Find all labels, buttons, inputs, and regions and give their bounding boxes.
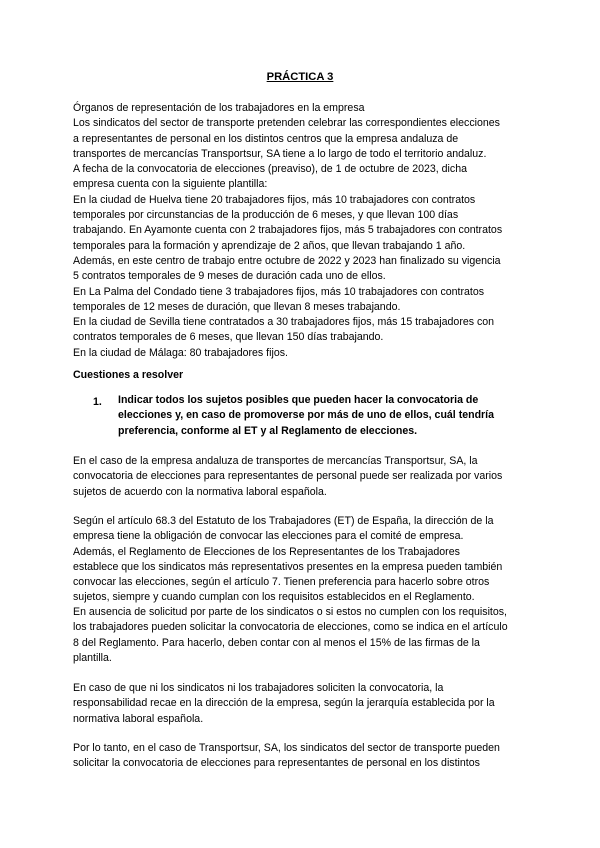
intro-text bbox=[73, 101, 533, 361]
answer-paragraph-5 bbox=[73, 741, 533, 772]
answer-paragraph-3 bbox=[73, 605, 533, 666]
answer-paragraph-2 bbox=[73, 514, 533, 606]
intro-line: En la ciudad de Huelva tiene 20 trabajadores fijos, más 10 trabajadores con contratos bbox=[73, 193, 476, 206]
intro-line: En la ciudad de Málaga: 80 trabajadores fijos. bbox=[73, 346, 288, 359]
answer-paragraph-4 bbox=[73, 681, 533, 727]
answer-line: sujetos de acuerdo con la normativa laboral española. bbox=[73, 485, 327, 498]
question-line: elecciones y, en caso de promoverse por más de uno de ellos, cuál tendría bbox=[118, 409, 495, 422]
intro-line: temporales para la formación y aprendizaje de 2 años, que llevan trabajando 1 año. bbox=[73, 239, 466, 252]
answer-line: En ausencia de solicitud por parte de los sindicatos o si estos no cumplen con los requisitos, bbox=[73, 606, 507, 618]
intro-line: En la ciudad de Sevilla tiene contratados a 30 trabajadores fijos, más 15 trabajadores con bbox=[73, 316, 495, 329]
answer-line: sujetos, siempre y cuando cumplan con los requisitos establecidos en el Reglamento. bbox=[73, 591, 475, 604]
answer-line: convocar las elecciones, según el artículo 7. Tienen preferencia para hacerlo sobre otros bbox=[73, 576, 490, 589]
answer-line: responsabilidad recae en la dirección de la empresa, según la jerarquía establecida por la bbox=[73, 697, 495, 710]
intro-line: contratos temporales de 6 meses, que llevan 150 días trabajando. bbox=[73, 331, 384, 344]
question-line: Indicar todos los sujetos posibles que pueden hacer la convocatoria de bbox=[118, 394, 479, 406]
intro-line: transportes de mercancías Transportsur, SA tiene a lo largo de todo el territorio andaluz. bbox=[73, 147, 487, 160]
answer-line: empresa tiene la obligación de convocar las elecciones para el comité de empresa. bbox=[73, 530, 464, 543]
intro-line: A fecha de la convocatoria de elecciones (preaviso), de 1 de octubre de 2023, dicha bbox=[73, 163, 467, 176]
intro-line: temporales por circunstancias de la producción de 6 meses, y que llevan 100 días bbox=[73, 209, 459, 222]
answer-line: En caso de que ni los sindicatos ni los trabajadores soliciten la convocatoria, la bbox=[73, 682, 444, 694]
intro-line: empresa cuenta con la siguiente plantilla: bbox=[73, 178, 268, 191]
intro-line: a representantes de personal en los distintos centros que la empresa andaluza de bbox=[73, 132, 459, 145]
answer-line: Además, el Reglamento de Elecciones de los Representantes de los Trabajadores bbox=[73, 545, 460, 558]
intro-line: 5 contratos temporales de 9 meses de duración cada uno de ellos. bbox=[73, 270, 386, 283]
answer-line: plantilla. bbox=[73, 651, 112, 664]
answer-paragraph-1 bbox=[73, 454, 533, 500]
intro-line: En La Palma del Condado tiene 3 trabajadores fijos, más 10 trabajadores con contratos bbox=[73, 285, 485, 298]
intro-line: Órganos de representación de los trabajadores en la empresa bbox=[73, 102, 365, 114]
answer-line: Según el artículo 68.3 del Estatuto de los Trabajadores (ET) de España, la dirección de la bbox=[73, 515, 494, 527]
answer-line: convocatoria de elecciones para representantes de personal puede ser realizada por varios bbox=[73, 470, 503, 483]
intro-line: Los sindicatos del sector de transporte pretenden celebrar las correspondientes elecciones bbox=[73, 117, 500, 130]
section-heading-text: Cuestiones a resolver bbox=[73, 369, 184, 381]
section-heading bbox=[73, 368, 533, 383]
question-number: 1. bbox=[93, 396, 102, 408]
answer-line: normativa laboral española. bbox=[73, 712, 204, 725]
intro-line: temporales de 12 meses de duración, que llevan 8 meses trabajando. bbox=[73, 300, 401, 313]
answer-line: 8 del Reglamento. Para hacerlo, deben contar con al menos el 15% de las firmas de la bbox=[73, 636, 480, 649]
answer-line: solicitar la convocatoria de elecciones para representantes de personal en los distintos bbox=[73, 757, 480, 770]
answer-line: los trabajadores pueden solicitar la convocatoria de elecciones, como se indica en el artículo bbox=[73, 621, 508, 634]
question-text bbox=[118, 393, 538, 439]
answer-line: Por lo tanto, en el caso de Transportsur, SA, los sindicatos del sector de transporte pueden bbox=[73, 742, 500, 754]
page-title: PRÁCTICA 3 bbox=[266, 71, 334, 83]
answer-line: En el caso de la empresa andaluza de transportes de mercancías Transportsur, SA, la bbox=[73, 455, 478, 467]
intro-line: trabajando. En Ayamonte cuenta con 2 trabajadores fijos, más 5 trabajadores con contratos bbox=[73, 224, 503, 237]
answer-line: establece que los sindicatos más representativos presentes en la empresa pueden también bbox=[73, 560, 503, 573]
intro-line: Además, en este centro de trabajo entre octubre de 2022 y 2023 han finalizado su vigencia bbox=[73, 254, 501, 267]
question-line: preferencia, conforme al ET y al Reglamento de elecciones. bbox=[118, 424, 418, 437]
